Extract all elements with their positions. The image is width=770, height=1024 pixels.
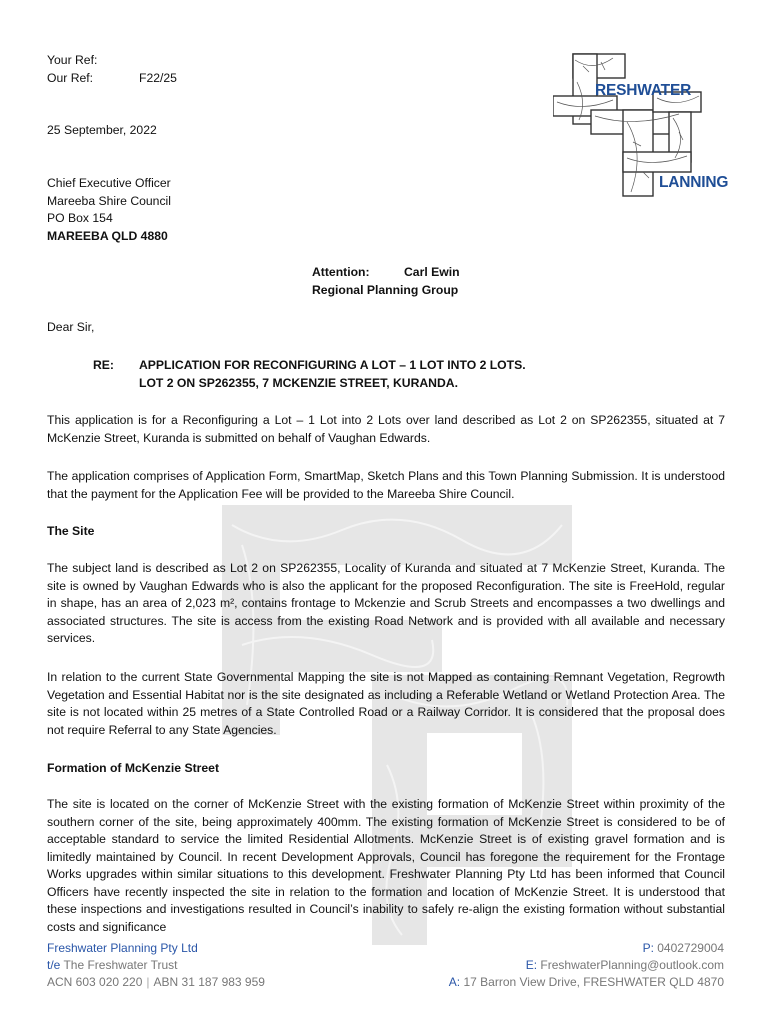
- attention-name: Carl Ewin: [404, 265, 460, 279]
- footer-contact-block: [449, 940, 724, 991]
- footer-phone[interactable]: 0402729004: [657, 941, 724, 955]
- recipient-line: PO Box 154: [47, 211, 113, 225]
- footer-address: 17 Barron View Drive, FRESHWATER QLD 4870: [463, 975, 724, 989]
- footer-company-name: Freshwater Planning Pty Ltd: [47, 941, 198, 955]
- letter-date: 25 September, 2022: [47, 123, 157, 137]
- attention-block: [312, 264, 460, 299]
- footer-abn: ABN 31 187 983 959: [153, 975, 265, 989]
- footer-address-label: A:: [448, 975, 461, 989]
- section-heading-the-site: The Site: [47, 524, 95, 538]
- footer-trust: The Freshwater Trust: [63, 958, 178, 972]
- logo-word-freshwater: RESHWATER: [595, 82, 692, 99]
- attention-label: Attention:: [312, 265, 370, 279]
- section-heading-formation: Formation of McKenzie Street: [47, 761, 219, 775]
- footer-phone-label: P:: [642, 941, 654, 955]
- footer-email[interactable]: FreshwaterPlanning@outlook.com: [540, 958, 724, 972]
- freshwater-planning-logo: [553, 52, 729, 198]
- re-subject-line: LOT 2 ON SP262355, 7 MCKENZIE STREET, KURANDA.: [139, 375, 458, 390]
- body-paragraph: This application is for a Reconfiguring a Lot – 1 Lot into 2 Lots over land described as Lot 2 on SP262355, situated at 7 McKenzie Street, Kuranda is submitted on behalf of Vaughan Edwards.: [47, 413, 725, 445]
- our-ref-label: Our Ref:: [47, 70, 94, 85]
- footer-email-label: E:: [525, 958, 538, 972]
- salutation: Dear Sir,: [47, 320, 95, 334]
- attention-group: Regional Planning Group: [312, 282, 459, 297]
- our-ref-value: F22/25: [139, 70, 177, 85]
- re-subject: [139, 357, 526, 392]
- footer-te-label: t/e: [47, 958, 61, 972]
- recipient-line: MAREEBA QLD 4880: [47, 228, 168, 243]
- your-ref-label: Your Ref:: [47, 53, 98, 67]
- body-paragraph: The application comprises of Application Form, SmartMap, Sketch Plans and this Town Planning Submission. It is understood that the payment for the Application Fee will be provided to the Mareeba Shire Council.: [47, 469, 725, 501]
- footer-company-block: Freshwater Planning Pty Ltd t/e The Freshwater Trust ACN 603 020 220 | ABN 31 187 983 959: [47, 941, 265, 989]
- body-paragraph: The site is located on the corner of McKenzie Street with the existing formation of McKenzie Street within proximity of the southern corner of the site, being approximately 400mm. The existing formation of McKenzie Street is considered to be of acceptable standard to service the limited Residential Allotments. McKenzie Street is of existing gravel formation and is limitedly maintained by Council. In recent Development Approvals, Council has foregone the requirement for the Frontage Works upgrades within similar situations to this development. Freshwater Planning Pty Ltd has been informed that Council Officers have recently inspected the site in relation to the formation and location of McKenzie Street. It is understood that these inspections and investigations resulted in Council’s inability to safely re-align the existing formation without substantial costs and significance: [47, 797, 725, 934]
- body-paragraph: In relation to the current State Governmental Mapping the site is not Mapped as containing Remnant Vegetation, Regrowth Vegetation and Essential Habitat nor is the site designated as including a Referable Wetland or Wetland Protection Area. The site is not located within 25 metres of a State Controlled Road or a Railway Corridor. It is considered that the proposal does not require Referral to any State Agencies.: [47, 670, 725, 737]
- re-label: RE:: [93, 358, 114, 372]
- recipient-line: Mareeba Shire Council: [47, 193, 171, 208]
- reference-block: [47, 52, 177, 87]
- re-subject-line: APPLICATION FOR RECONFIGURING A LOT – 1 LOT INTO 2 LOTS.: [139, 358, 526, 372]
- body-paragraph: The subject land is described as Lot 2 on SP262355, Locality of Kuranda and situated at 7 McKenzie Street, Kuranda. The site is owned by Vaughan Edwards who is also the applicant for the proposed Reconfiguration. The site is FreeHold, regular in shape, has an area of 2,023 m², contains frontage to Mckenzie and Scrub Streets and encompasses a two dwellings and associated structures. The site is access from the existing Road Network and is provided with all available and necessary services.: [47, 561, 725, 645]
- recipient-address: [47, 175, 171, 245]
- logo-word-planning: LANNING: [659, 174, 729, 191]
- footer-acn: ACN 603 020 220: [47, 975, 143, 989]
- recipient-line: Chief Executive Officer: [47, 176, 171, 190]
